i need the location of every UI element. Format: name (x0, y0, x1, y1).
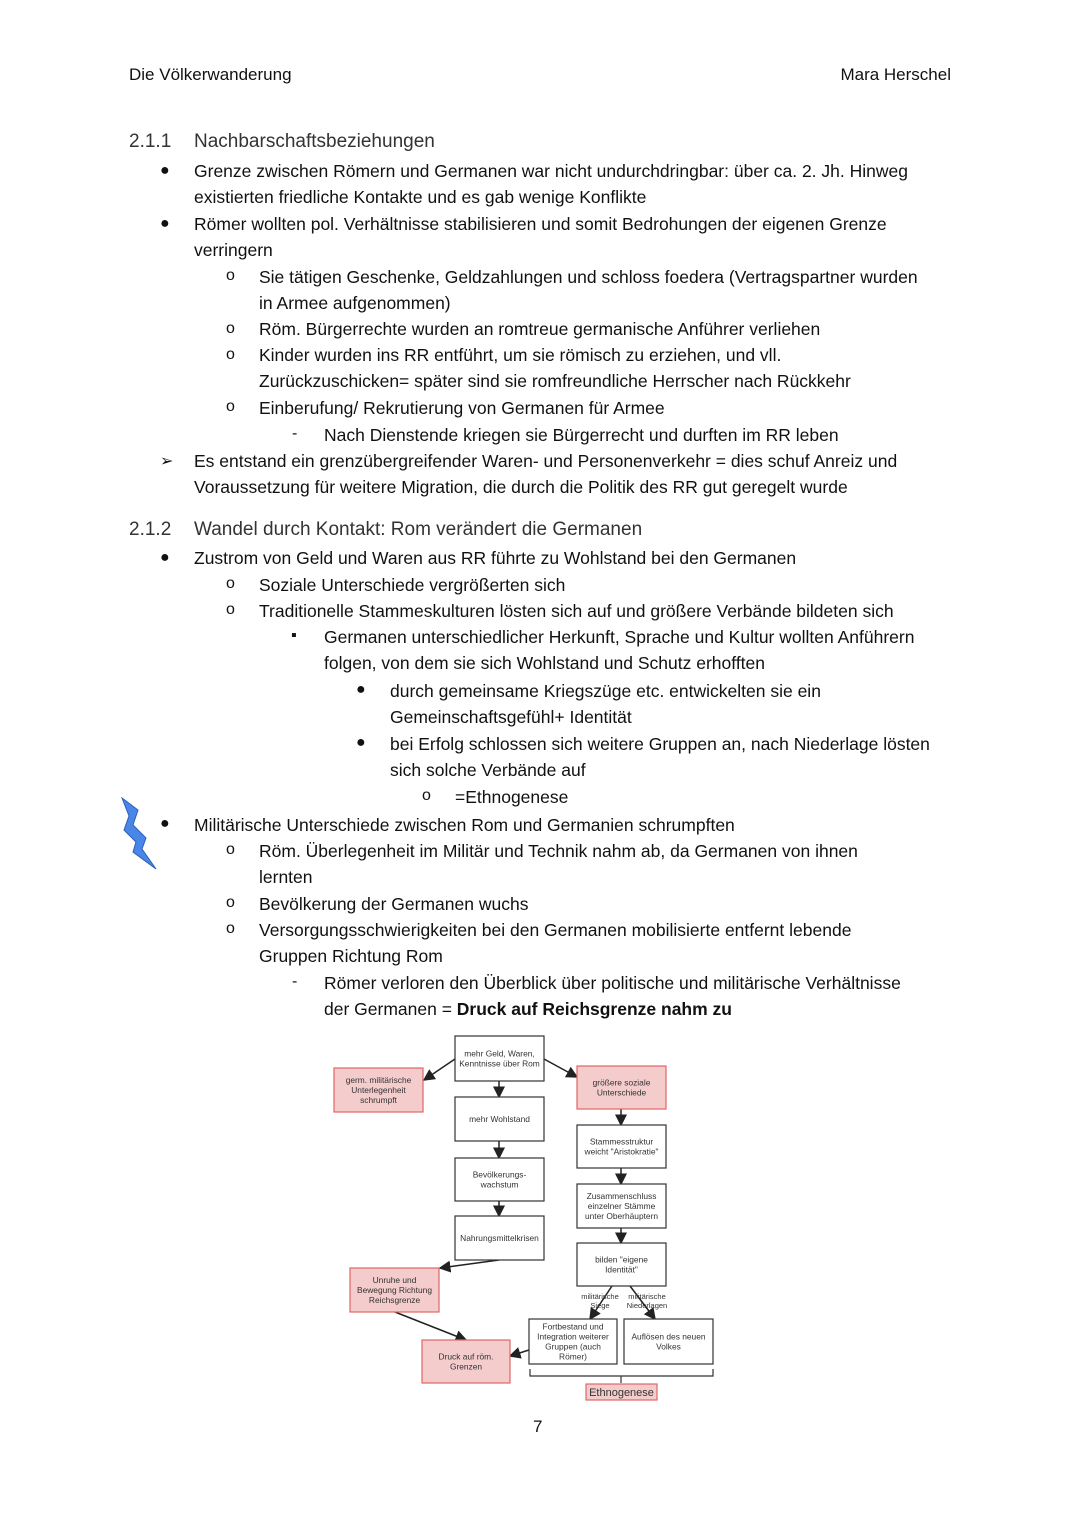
diagram-node-n13 (422, 1340, 510, 1383)
diagram-node-text: Ethnogenese (589, 1386, 654, 1399)
diagram-node-text: mehr Geld, Waren, (464, 1048, 535, 1059)
circle-bullet-icon: o (226, 267, 235, 284)
diagram-arrow (440, 1260, 499, 1268)
diagram-node-text: Nahrungsmittelkrisen (460, 1232, 539, 1243)
diagram-node-text: einzelner Stämme (587, 1200, 656, 1211)
diagram-node-text: Gruppen (auch (545, 1341, 601, 1352)
diagram-node-text: bilden "eigene (595, 1254, 648, 1265)
bullet-icon: ● (160, 549, 170, 566)
diagram-node-text: mehr Wohlstand (469, 1113, 530, 1124)
section-title: Wandel durch Kontakt: Rom verändert die Germanen (194, 519, 643, 540)
diagram-node-n2 (334, 1068, 423, 1112)
diagram-edge-label: Siege (590, 1301, 610, 1310)
diagram-node-n7 (577, 1184, 666, 1228)
list-item: Röm. Überlegenheit im Militär und Technik nahm ab, da Germanen von ihnen lernten (259, 841, 858, 887)
diagram-node-text: größere soziale (592, 1077, 651, 1088)
circle-bullet-icon: o (226, 575, 235, 592)
bullet-icon: ● (356, 681, 366, 698)
diagram-node-n6 (455, 1158, 544, 1201)
square-bullet-icon: ▪ (291, 627, 297, 644)
arrow-bullet-icon: ➢ (160, 453, 174, 470)
list-item: Römer verloren den Überblick über politische und militärische Verhältnisse der Germanen = Druck auf Reichsgrenze nahm zu (324, 973, 901, 1019)
diagram-node-n5 (577, 1125, 666, 1168)
list-item: Kinder wurden ins RR entführt, um sie römisch zu erziehen, und vll. Zurückzuschicken= später sind sie romfreundliche Herrscher nach Rückkehr (259, 345, 851, 391)
list-item: Röm. Bürgerrechte wurden an romtreue germanische Anführer verliehen (259, 319, 821, 339)
circle-bullet-icon: o (226, 841, 235, 858)
diagram-node-text: wachstum (480, 1179, 519, 1190)
list-item: Es entstand ein grenzübergreifender Waren- und Personenverkehr = dies schuf Anreiz und Voraussetzung für weitere Migration, die durch die Politik des RR gut geregelt wurde (194, 451, 898, 497)
diagram-node-text: Stammesstruktur (589, 1136, 654, 1147)
document-title: Die Völkerwanderung (129, 65, 292, 84)
list-item: Einberufung/ Rekrutierung von Germanen für Armee (259, 398, 665, 418)
diagram-node-n12 (624, 1319, 713, 1364)
circle-bullet-icon: o (226, 601, 235, 618)
circle-bullet-icon: o (226, 320, 235, 337)
diagram-node-text: germ. militärische (345, 1074, 412, 1085)
diagram-node-n10 (350, 1268, 439, 1312)
list-item: Bevölkerung der Germanen wuchs (259, 894, 529, 914)
diagram-node-text: Integration weiterer (537, 1331, 609, 1342)
bullet-icon: ● (160, 815, 170, 832)
diagram-node-text: schrumpft (360, 1094, 397, 1105)
list-item: durch gemeinsame Kriegszüge etc. entwickelten sie ein Gemeinschaftsgefühl+ Identität (390, 681, 821, 727)
page-number: 7 (533, 1417, 543, 1436)
diagram-node-text: unter Oberhäuptern (584, 1210, 659, 1221)
diagram-node-text: Zusammenschluss (586, 1190, 657, 1201)
diagram-node-text: Identität" (605, 1264, 638, 1275)
diagram-node-n3 (577, 1066, 666, 1109)
diagram-node-text: Kenntnisse über Rom (459, 1058, 540, 1069)
list-item: Nach Dienstende kriegen sie Bürgerrecht und durften im RR leben (324, 425, 839, 445)
diagram-edge-label: Niederlagen (626, 1301, 668, 1310)
list-item: Militärische Unterschiede zwischen Rom und Germanien schrumpften (194, 815, 735, 835)
list-item: =Ethnogenese (455, 787, 569, 807)
diagram-node-text: Auflösen des neuen (631, 1331, 706, 1342)
circle-bullet-icon: o (226, 346, 235, 363)
diagram-node-n4 (455, 1097, 544, 1141)
diagram-node-n8 (455, 1216, 544, 1260)
circle-bullet-icon: o (422, 787, 431, 804)
diagram-node-text: Bewegung Richtung (357, 1284, 432, 1295)
diagram-node-n14 (586, 1384, 657, 1400)
diagram-node-text: Volkes (656, 1341, 681, 1352)
diagram-arrow (544, 1059, 577, 1077)
bullet-icon: ● (356, 734, 366, 751)
list-item: Zustrom von Geld und Waren aus RR führte zu Wohlstand bei den Germanen (194, 548, 797, 568)
diagram-bracket (530, 1369, 713, 1383)
list-item: Germanen unterschiedlicher Herkunft, Sprache und Kultur wollten Anführern folgen, von dem sie sich Wohlstand und Schutz erhofften (324, 627, 915, 673)
diagram-arrow (395, 1312, 466, 1340)
diagram-node-text: Unterschiede (596, 1087, 647, 1098)
list-item: Soziale Unterschiede vergrößerten sich (259, 575, 566, 595)
list-item: Grenze zwischen Römern und Germanen war nicht undurchdringbar: über ca. 2. Jh. Hinweg existierten friedliche Kontakte und es gab wenige Konflikte (194, 161, 908, 207)
dash-icon: - (292, 973, 298, 990)
diagram-node-text: Grenzen (449, 1361, 483, 1372)
diagram-node-text: Druck auf röm. (438, 1351, 494, 1362)
diagram-node-text: Unterlegenheit (351, 1084, 406, 1095)
list-item: bei Erfolg schlossen sich weitere Gruppen an, nach Niederlage lösten sich solche Verbände auf (390, 734, 930, 780)
diagram-edge-label: militärische (581, 1292, 619, 1301)
diagram-node-text: weicht "Aristokratie" (584, 1146, 659, 1157)
circle-bullet-icon: o (226, 398, 235, 415)
diagram-node-text: Römer) (559, 1351, 587, 1362)
diagram-node-text: Fortbestand und (542, 1321, 604, 1332)
bullet-icon: ● (160, 215, 170, 232)
diagram-node-text: Reichsgrenze (368, 1294, 421, 1305)
dash-icon: - (292, 425, 298, 442)
diagram-edge-label: militärische (628, 1292, 666, 1301)
section-number: 2.1.2 (129, 519, 172, 540)
list-item: Versorgungsschwierigkeiten bei den Germanen mobilisierte entfernt lebende Gruppen Richtung Rom (259, 920, 852, 966)
list-item: Sie tätigen Geschenke, Geldzahlungen und schloss foedera (Vertragspartner wurden in Armee aufgenommen) (259, 267, 918, 313)
list-item: Traditionelle Stammeskulturen lösten sich auf und größere Verbände bildeten sich (259, 601, 894, 621)
section-number: 2.1.1 (129, 131, 172, 152)
diagram-node-text: Unruhe und (372, 1274, 417, 1285)
circle-bullet-icon: o (226, 894, 235, 911)
author-name: Mara Herschel (840, 65, 951, 84)
diagram-node-text: Bevölkerungs- (472, 1169, 527, 1180)
diagram-arrow (510, 1350, 529, 1356)
circle-bullet-icon: o (226, 920, 235, 937)
diagram-node-n11 (529, 1319, 617, 1364)
bullet-icon: ● (160, 162, 170, 179)
diagram-node-n1 (455, 1036, 544, 1081)
section-title: Nachbarschaftsbeziehungen (194, 131, 435, 152)
list-item: Römer wollten pol. Verhältnisse stabilisieren und somit Bedrohungen der eigenen Grenze verringern (194, 214, 887, 260)
diagram-arrow (424, 1059, 455, 1080)
diagram-node-n9 (577, 1243, 666, 1286)
